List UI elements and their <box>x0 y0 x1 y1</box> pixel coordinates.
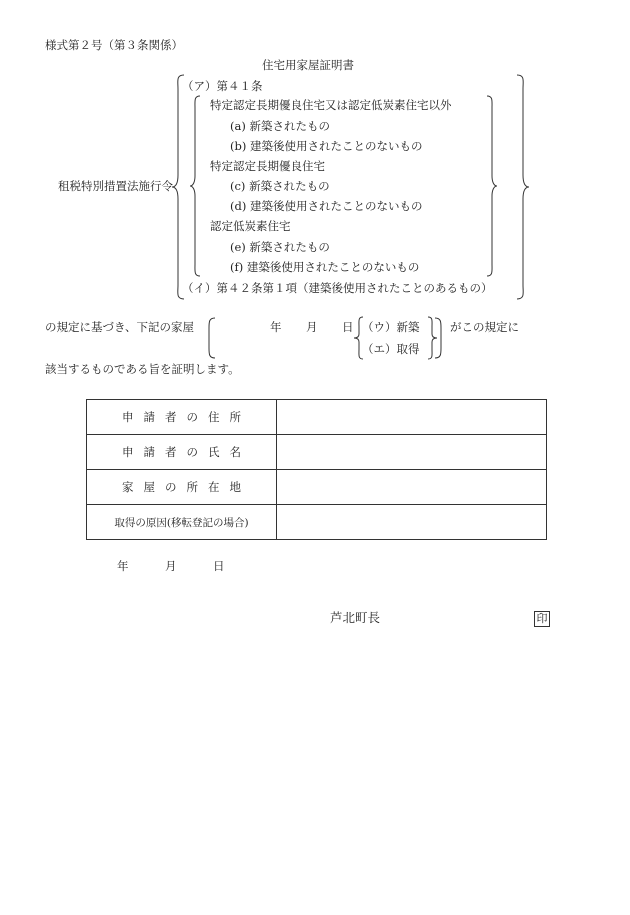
row-label-house-location: 家屋の所在地 <box>87 470 277 505</box>
inner-left-brace <box>190 96 202 276</box>
item-c-text: (c) 新築されたもの <box>230 179 330 193</box>
group3-title: 認定低炭素住宅 <box>210 219 291 233</box>
table-row <box>87 400 547 435</box>
date-year-label: 年 <box>270 320 282 334</box>
house-location-field[interactable] <box>277 470 547 505</box>
outer-left-brace <box>172 75 186 299</box>
issue-day-label: 日 <box>213 559 225 573</box>
date-left-bracket <box>206 318 216 358</box>
row-label-applicant-name: 申請者の氏名 <box>87 435 277 470</box>
seal-mark: 印 <box>534 611 550 627</box>
item-a-header: （ア）第４１条 <box>182 79 263 93</box>
item-i-text: （イ）第４２条第１項（建築後使用されたことのあるもの） <box>182 281 493 295</box>
option-shinchiku: （ウ）新築 <box>362 320 420 334</box>
table-row <box>87 435 547 470</box>
group1-title: 特定認定長期優良住宅又は認定低炭素住宅以外 <box>210 98 452 112</box>
sentence-end: 該当するものである旨を証明します。 <box>45 362 240 376</box>
item-b-text: (b) 建築後使用されたことのないもの <box>230 139 423 153</box>
issue-year-label: 年 <box>117 559 129 573</box>
sentence-start: の規定に基づき、下記の家屋 <box>45 320 195 334</box>
item-a-text: (a) 新築されたもの <box>230 119 330 133</box>
applicant-address-field[interactable] <box>277 400 547 435</box>
table-row <box>87 470 547 505</box>
inner-right-brace <box>485 96 497 276</box>
law-label: 租税特別措置法施行令 <box>58 179 173 193</box>
date-month-label: 月 <box>306 320 318 334</box>
item-d-text: (d) 建築後使用されたことのないもの <box>230 199 423 213</box>
form-number: 様式第２号（第３条関係） <box>45 38 183 52</box>
row-label-acquisition-cause: 取得の原因(移転登記の場合) <box>87 505 277 540</box>
date-day-label: 日 <box>342 320 354 334</box>
item-f-text: (f) 建築後使用されたことのないもの <box>230 260 420 274</box>
certificate-table <box>86 399 547 540</box>
row-label-applicant-address: 申請者の住所 <box>87 400 277 435</box>
issuer-name: 芦北町長 <box>330 610 381 625</box>
acquisition-cause-field[interactable] <box>277 505 547 540</box>
issue-month-label: 月 <box>165 559 177 573</box>
applicant-name-field[interactable] <box>277 435 547 470</box>
item-e-text: (e) 新築されたもの <box>230 240 330 254</box>
option-shutoku: （エ）取得 <box>362 342 420 356</box>
date-right-bracket <box>434 318 444 358</box>
table-row <box>87 505 547 540</box>
outer-right-brace <box>515 75 529 299</box>
group2-title: 特定認定長期優良住宅 <box>210 159 325 173</box>
sentence-mid: がこの規定に <box>450 320 519 334</box>
document-title: 住宅用家屋証明書 <box>262 58 354 72</box>
